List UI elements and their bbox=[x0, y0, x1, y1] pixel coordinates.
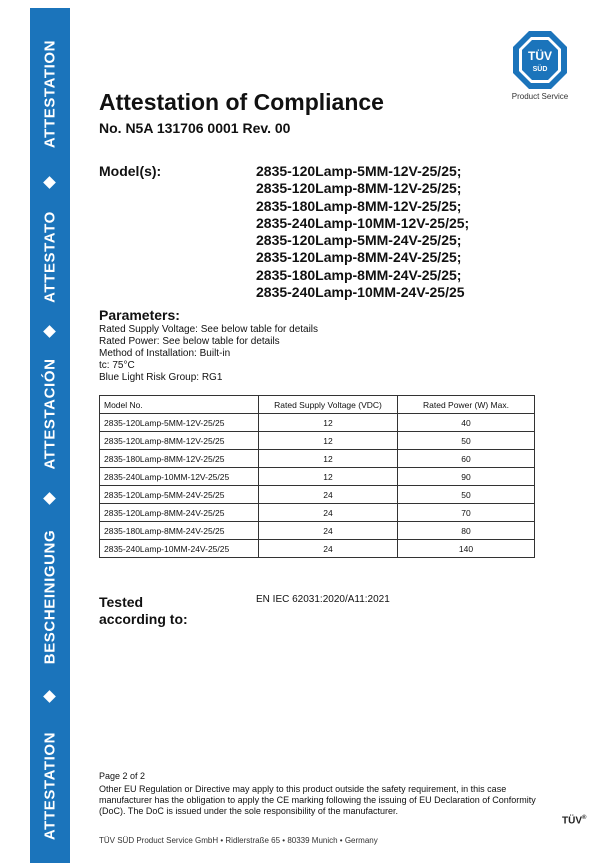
diamond-icon bbox=[43, 176, 56, 189]
parameters-heading: Parameters: bbox=[99, 307, 180, 323]
model-item: 2835-120Lamp-5MM-12V-25/25; bbox=[256, 163, 462, 179]
cell-model: 2835-180Lamp-8MM-24V-25/25 bbox=[100, 522, 259, 540]
table-row bbox=[100, 432, 535, 450]
table-row bbox=[100, 504, 535, 522]
diamond-icon bbox=[43, 325, 56, 338]
models-list bbox=[256, 163, 469, 301]
model-item: 2835-120Lamp-8MM-24V-25/25; bbox=[256, 249, 462, 266]
cell-power: 70 bbox=[398, 504, 535, 522]
cell-voltage: 12 bbox=[259, 432, 398, 450]
cell-model: 2835-120Lamp-8MM-24V-25/25 bbox=[100, 504, 259, 522]
cell-power: 40 bbox=[398, 414, 535, 432]
sidebar-banner: ATTESTATION ATTESTATO ATTESTACIÓN BESCHEINIGUNG ATTESTATION bbox=[30, 8, 70, 863]
page-number: Page 2 of 2 bbox=[99, 771, 146, 781]
table-row bbox=[100, 522, 535, 540]
footer-address: TÜV SÜD Product Service GmbH • Ridlerstraße 65 • 80339 Munich • Germany bbox=[99, 836, 378, 845]
cell-power: 140 bbox=[398, 540, 535, 558]
cell-power: 90 bbox=[398, 468, 535, 486]
cell-model: 2835-120Lamp-5MM-12V-25/25 bbox=[100, 414, 259, 432]
header-power: Rated Power (W) Max. bbox=[398, 396, 535, 414]
cell-voltage: 24 bbox=[259, 540, 398, 558]
model-item: 2835-180Lamp-8MM-24V-25/25; bbox=[256, 266, 462, 283]
cell-model: 2835-180Lamp-8MM-12V-25/25 bbox=[100, 450, 259, 468]
model-item: 2835-120Lamp-8MM-12V-25/25; bbox=[256, 180, 462, 197]
logo-brand: TÜV bbox=[528, 49, 552, 63]
cell-model: 2835-240Lamp-10MM-12V-25/25 bbox=[100, 468, 259, 486]
cell-power: 50 bbox=[398, 486, 535, 504]
cell-voltage: 24 bbox=[259, 504, 398, 522]
cell-voltage: 12 bbox=[259, 468, 398, 486]
cell-model: 2835-120Lamp-5MM-24V-25/25 bbox=[100, 486, 259, 504]
parameter-line: Blue Light Risk Group: RG1 bbox=[99, 372, 223, 383]
parameter-line: Rated Supply Voltage: See below table for details bbox=[99, 324, 319, 335]
header-voltage: Rated Supply Voltage (VDC) bbox=[259, 396, 398, 414]
model-item: 2835-240Lamp-10MM-24V-25/25 bbox=[256, 284, 465, 301]
logo-caption: Product Service bbox=[511, 92, 569, 101]
tested-label-line: according to: bbox=[99, 611, 188, 627]
table-row bbox=[100, 468, 535, 486]
model-item: 2835-240Lamp-10MM-12V-25/25; bbox=[256, 214, 470, 231]
diamond-icon bbox=[43, 690, 56, 703]
tested-label-line: Tested bbox=[99, 594, 144, 610]
cell-power: 50 bbox=[398, 432, 535, 450]
document-title: Attestation of Compliance bbox=[99, 89, 384, 115]
model-item: 2835-180Lamp-8MM-12V-25/25; bbox=[256, 197, 462, 214]
tested-standard: EN IEC 62031:2020/A11:2021 bbox=[256, 594, 390, 605]
cell-voltage: 24 bbox=[259, 522, 398, 540]
parameter-line: Rated Power: See below table for details bbox=[99, 336, 280, 347]
footer-tuv-logo: TÜV® bbox=[562, 815, 587, 827]
disclaimer-text: Other EU Regulation or Directive may apply to this product outside the safety requirement, in this case manufacturer has the obligation to apply the CE marking following the issuing of EU Declaration of Conformity (DoC). The DoC is issued under the sole responsibility of the manufacturer. bbox=[99, 784, 536, 816]
parameter-line: tc: 75°C bbox=[99, 360, 135, 371]
cell-power: 60 bbox=[398, 450, 535, 468]
document-number: No. N5A 131706 0001 Rev. 00 bbox=[99, 120, 291, 136]
models-label: Model(s): bbox=[99, 163, 162, 179]
cell-model: 2835-120Lamp-8MM-12V-25/25 bbox=[100, 432, 259, 450]
header-model: Model No. bbox=[100, 396, 259, 414]
diamond-icon bbox=[43, 492, 56, 505]
footer-logo-text: TÜV bbox=[562, 815, 582, 827]
tested-label bbox=[99, 594, 188, 628]
parameters-list bbox=[99, 324, 318, 384]
cell-power: 80 bbox=[398, 522, 535, 540]
table-row bbox=[100, 540, 535, 558]
logo-sub: SÜD bbox=[532, 66, 548, 73]
model-item: 2835-120Lamp-5MM-24V-25/25; bbox=[256, 232, 462, 249]
table-row bbox=[100, 486, 535, 504]
tuv-sud-logo bbox=[512, 30, 568, 90]
cell-voltage: 12 bbox=[259, 450, 398, 468]
cell-model: 2835-240Lamp-10MM-24V-25/25 bbox=[100, 540, 259, 558]
cell-voltage: 12 bbox=[259, 414, 398, 432]
cell-voltage: 24 bbox=[259, 486, 398, 504]
parameter-line: Method of Installation: Built-in bbox=[99, 348, 231, 359]
table-header-row bbox=[100, 396, 535, 414]
table-row bbox=[100, 414, 535, 432]
specs-table bbox=[99, 395, 535, 558]
table-row bbox=[100, 450, 535, 468]
